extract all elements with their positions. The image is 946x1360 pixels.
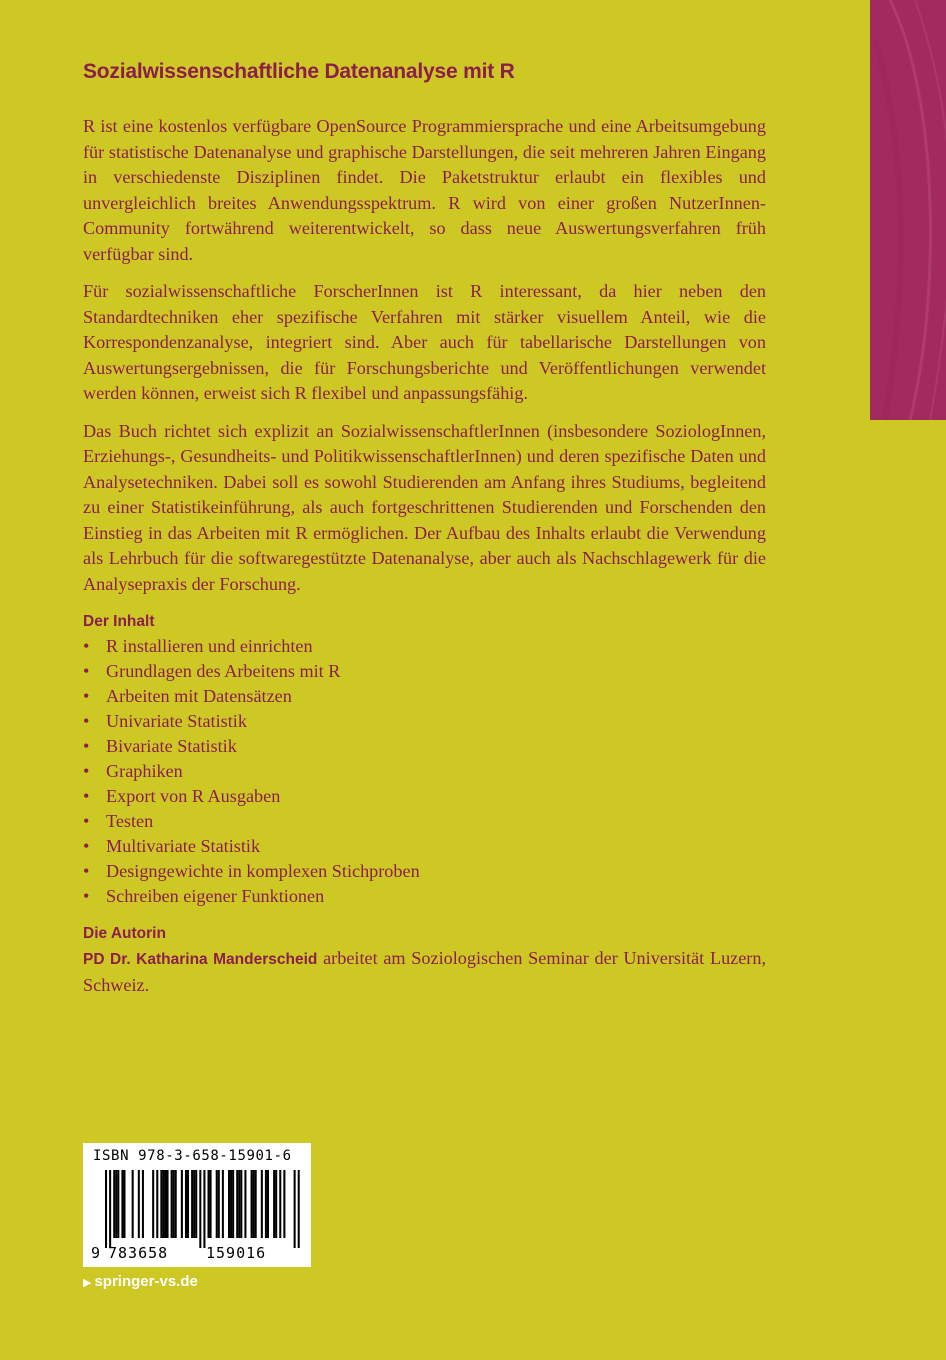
barcode-bar — [240, 1170, 242, 1238]
barcode-bar — [156, 1170, 158, 1238]
ean-digits-left: 783658 — [108, 1244, 169, 1262]
barcode-bar — [142, 1170, 144, 1238]
barcode-bar — [109, 1170, 111, 1248]
barcode-bar — [232, 1170, 234, 1238]
bullet-icon: • — [83, 636, 90, 656]
barcode-bar — [162, 1170, 164, 1238]
barcode-bar — [199, 1170, 201, 1248]
isbn-label: ISBN 978-3-658-15901-6 — [93, 1148, 292, 1164]
barcode-bar — [121, 1170, 123, 1238]
barcode-bar — [279, 1170, 281, 1238]
list-item: • R installieren und einrichten — [83, 634, 766, 659]
barcode-bar — [164, 1170, 166, 1238]
book-title: Sozialwissenschaftliche Datenanalyse mit R — [83, 60, 515, 83]
author-heading: Die Autorin — [83, 925, 166, 942]
barcode-bar — [171, 1170, 173, 1238]
barcode-bar — [195, 1170, 197, 1238]
barcode-bar — [236, 1170, 238, 1238]
barcode-bar — [216, 1170, 218, 1238]
description-paragraph-2: Für sozialwissenschaftliche ForscherInnen ist R interessant, da hier neben den Standardtechniken eher spezifische Verfahren mit stärker visuellem Anteil, wie die Korrespondenzanalyse, integriert sind. Aber auch für tabellarische Darstellungen von Auswertungsergebnissen, die für Forschungsberichte und Veröffentlichungen verwendet werden können, erweist sich R flexibel und anpassungsfähig. — [83, 281, 766, 403]
barcode-bar — [191, 1170, 193, 1238]
barcode-bar — [208, 1170, 210, 1238]
bullet-icon: • — [83, 736, 90, 756]
barcode-bar — [175, 1170, 177, 1238]
bullet-icon: • — [83, 661, 90, 681]
barcode-bar — [160, 1170, 162, 1238]
barcode-bar — [152, 1170, 154, 1238]
bullet-icon: • — [83, 886, 90, 906]
barcode-bar — [181, 1170, 183, 1238]
bullet-icon: • — [83, 836, 90, 856]
barcode-bar — [238, 1170, 240, 1238]
publisher-url: springer-vs.de — [94, 1273, 198, 1290]
list-item: • Graphiken — [83, 759, 766, 784]
barcode-bar — [132, 1170, 134, 1238]
bullet-icon: • — [83, 786, 90, 806]
bullet-icon: • — [83, 686, 90, 706]
bullet-icon: • — [83, 711, 90, 731]
barcode-bar — [283, 1170, 285, 1238]
barcode-bar — [117, 1170, 119, 1238]
list-item: • Univariate Statistik — [83, 709, 766, 734]
list-item: • Bivariate Statistik — [83, 734, 766, 759]
description-paragraph-1: R ist eine kostenlos verfügbare OpenSource Programmiersprache und eine Arbeitsumgebung für statistische Datenanalyse und graphische Darstellungen, die seit mehreren Jahren Eingang in verschiedenste Disziplinen findet. Die Paketstruktur erlaubt ein flexibles und unvergleichlich breites Anwendungsspektrum. R wird von einer großen NutzerInnen-Community fortwährend weiterentwickelt, so dass neue Auswertungsverfahren früh verfügbar sind. — [83, 116, 766, 264]
barcode-bar — [113, 1170, 115, 1238]
description-paragraph-3: Das Buch richtet sich explizit an SozialwissenschaftlerInnen (insbesondere SoziologInnen, Erziehungs-, Gesundheits- und PolitikwissenschaftlerInnen) und deren spezifische Daten und Analysetechniken. Dabei soll es sowohl Studierenden am Anfang ihres Studiums, begleitend zu einer Statistikeinführung, als auch fortgeschrittenen Studierenden und Forschenden den Einstieg in das Arbeiten mit R ermöglichen. Der Aufbau des Inhalts erlaubt die Verwendung als Lehrbuch für die softwaregestützte Datenanalyse, aber auch als Nachschlagewerk für die Analysepraxis der Forschung. — [83, 420, 766, 594]
barcode-bar — [193, 1170, 195, 1238]
author-name: PD Dr. Katharina Manderscheid — [83, 951, 318, 968]
barcode-bar — [115, 1170, 117, 1238]
barcode-bar — [298, 1170, 300, 1248]
author-bio — [83, 946, 766, 998]
list-item: • Arbeiten mit Datensätzen — [83, 684, 766, 709]
barcode-bar — [228, 1170, 230, 1238]
ean-digits-right: 159016 — [206, 1244, 267, 1262]
barcode-bar — [251, 1170, 253, 1238]
barcode-bar — [261, 1170, 263, 1238]
barcode-bar — [218, 1170, 220, 1238]
bullet-icon: • — [83, 761, 90, 781]
barcode-bar — [203, 1170, 205, 1248]
list-item: • Testen — [83, 809, 766, 834]
barcode-bar — [173, 1170, 175, 1238]
barcode-bar — [294, 1170, 296, 1248]
barcode-bar — [123, 1170, 125, 1238]
list-item: • Multivariate Statistik — [83, 834, 766, 859]
barcode-bar — [187, 1170, 189, 1238]
ean-digit-first: 9 — [91, 1244, 101, 1262]
barcode-bar — [273, 1170, 275, 1238]
list-item: • Schreiben eigener Funktionen — [83, 884, 766, 909]
barcode-bar — [185, 1170, 187, 1238]
arrow-icon: ▶ — [83, 1277, 92, 1289]
bullet-icon: • — [83, 811, 90, 831]
list-item: • Designgewichte in komplexen Stichproben — [83, 859, 766, 884]
decorative-curves — [870, 0, 946, 420]
bullet-icon: • — [83, 861, 90, 881]
barcode-bar — [230, 1170, 232, 1238]
barcode-bar — [275, 1170, 277, 1238]
barcode-bar — [253, 1170, 255, 1238]
barcode-bar — [210, 1170, 212, 1238]
isbn-barcode — [83, 1143, 311, 1267]
barcode-bar — [105, 1170, 107, 1248]
barcode-bar — [222, 1170, 224, 1238]
barcode-bar — [167, 1170, 169, 1238]
back-cover-content — [83, 60, 766, 998]
list-item: • Grundlagen des Arbeitens mit R — [83, 659, 766, 684]
contents-heading: Der Inhalt — [83, 613, 155, 630]
list-item: • Export von R Ausgaben — [83, 784, 766, 809]
author-text: arbeitet am Soziologischen Seminar der Universität Luzern, Schweiz. — [83, 948, 766, 995]
publisher-link[interactable] — [83, 1273, 198, 1290]
barcode-bar — [138, 1170, 140, 1238]
decorative-side-band — [870, 0, 946, 420]
barcode-bar — [255, 1170, 257, 1238]
barcode-bar — [265, 1170, 267, 1238]
barcode-bar — [267, 1170, 269, 1238]
contents-list — [83, 634, 766, 909]
barcode-bar — [244, 1170, 246, 1238]
